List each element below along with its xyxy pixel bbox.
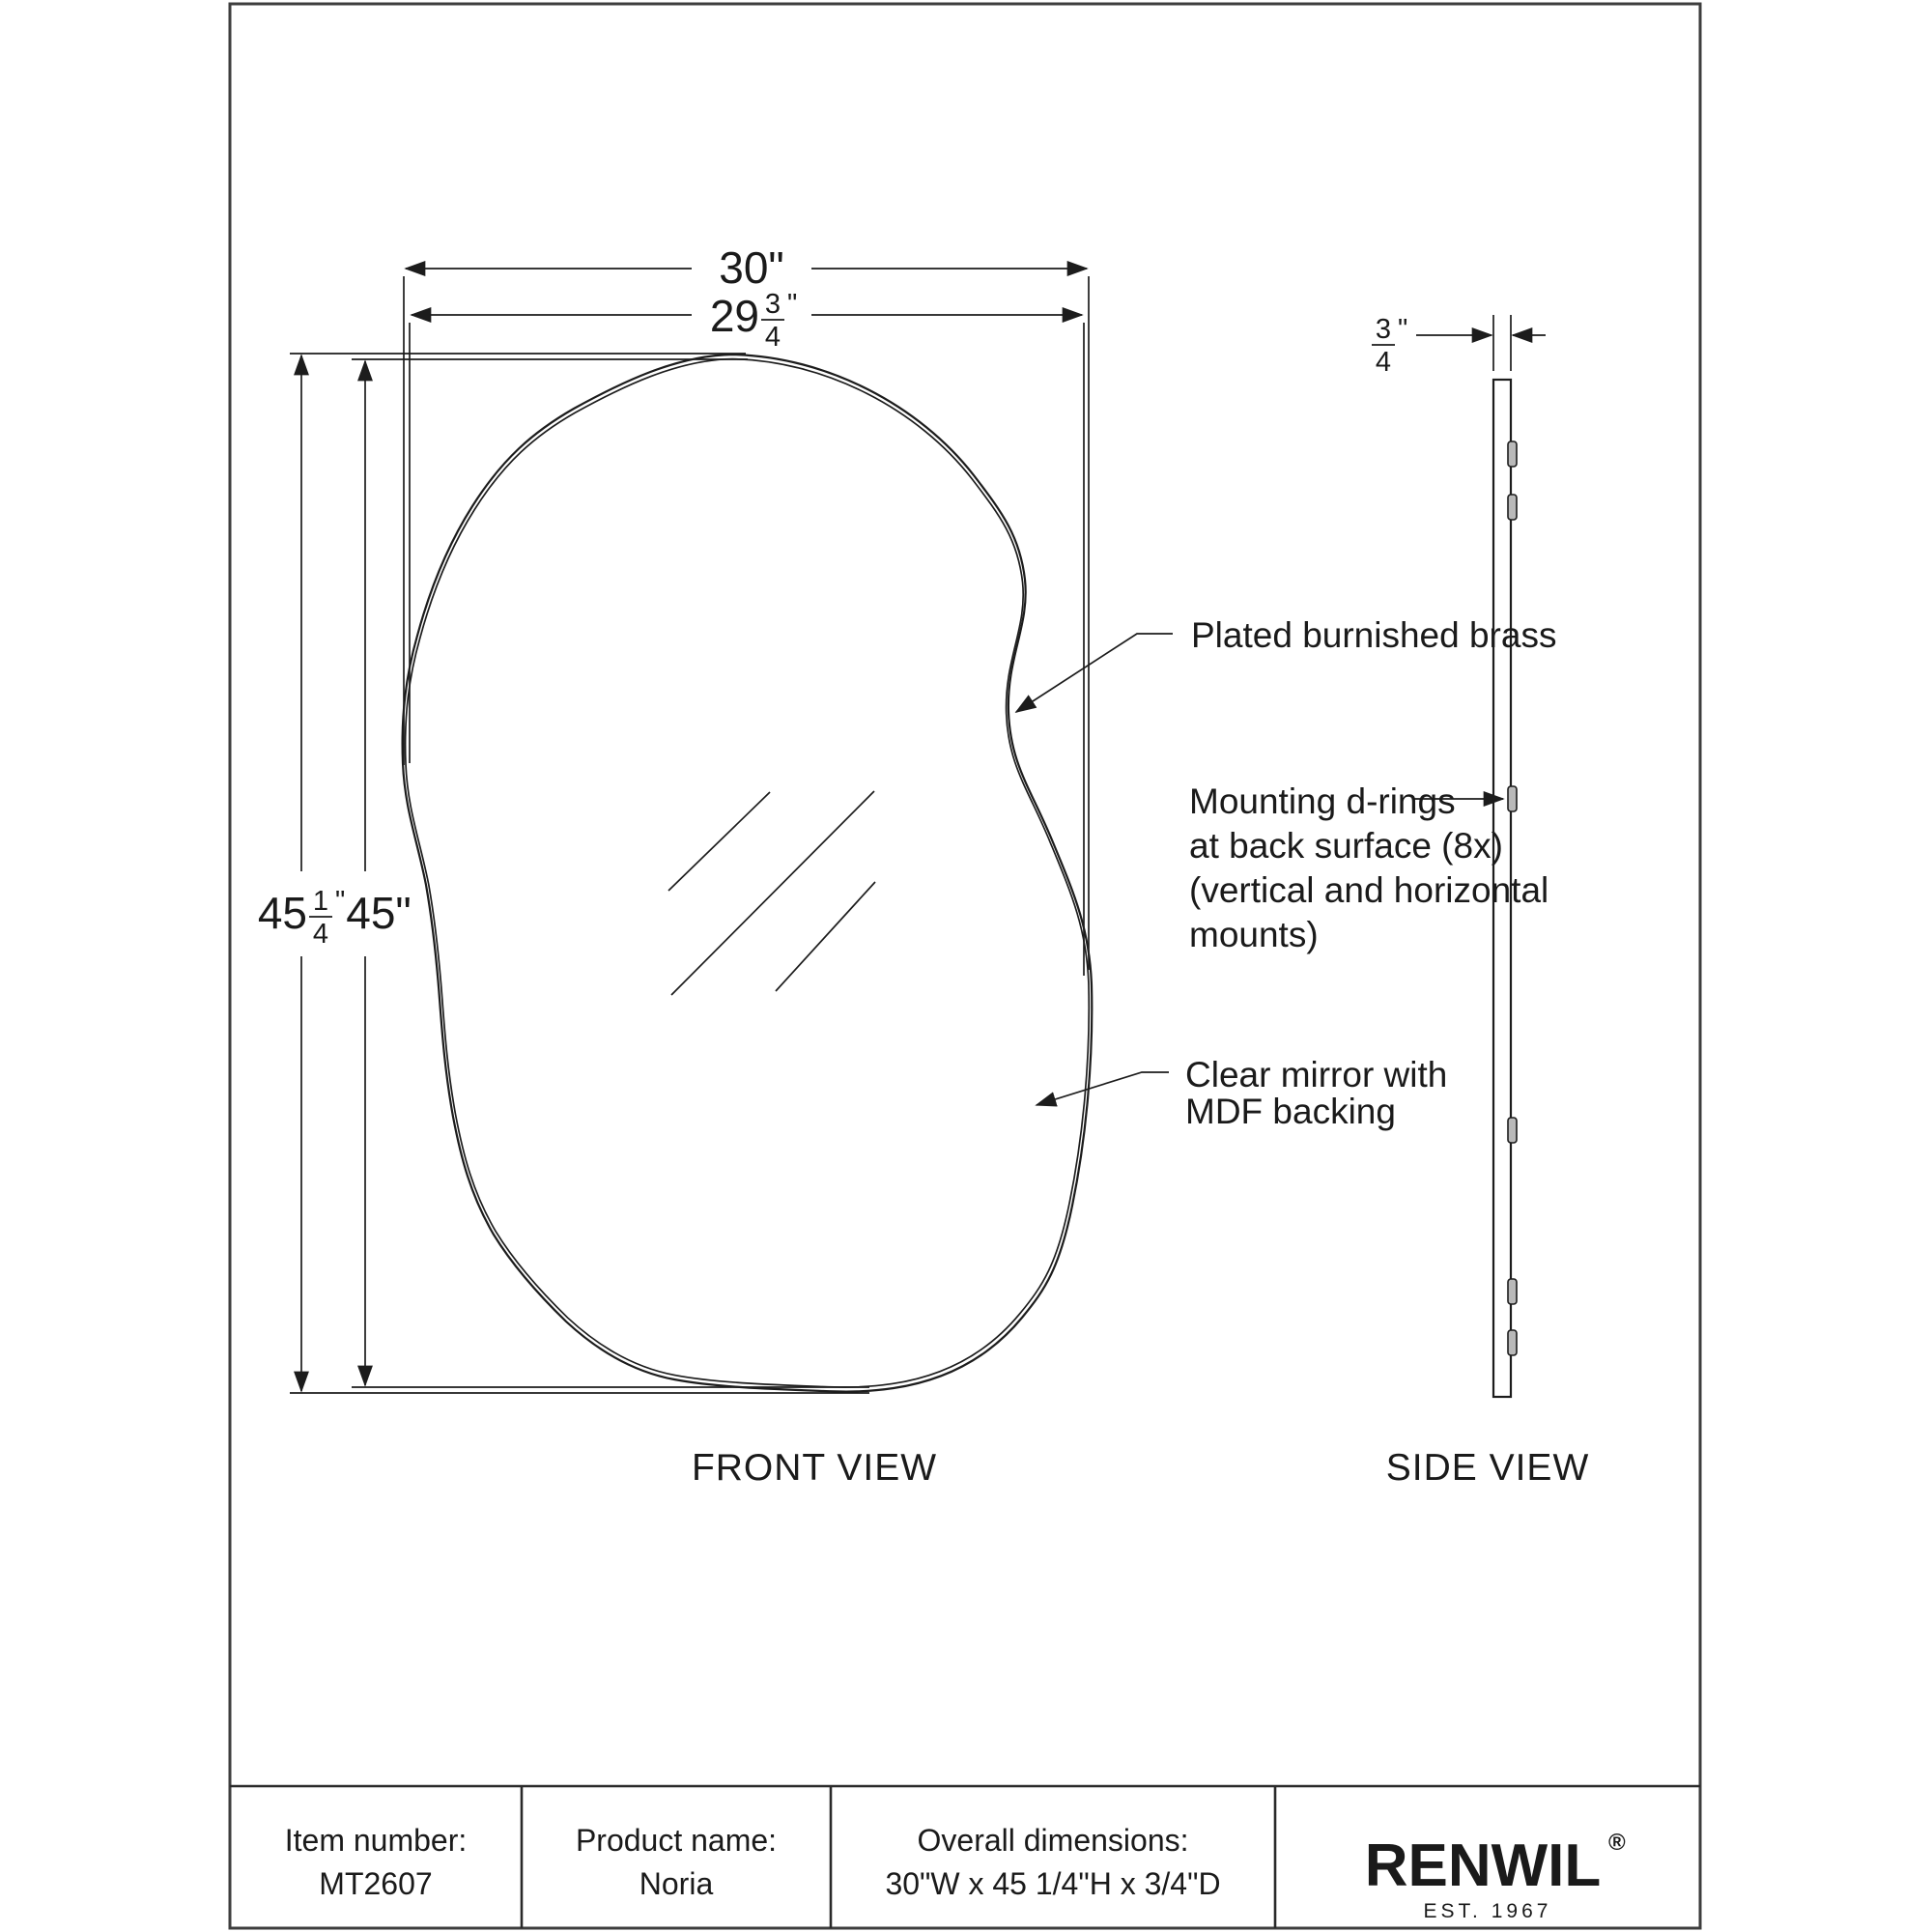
glass-width-unit: " [787, 289, 798, 320]
depth-denominator: 4 [1375, 347, 1392, 378]
callout-mounting-line1: Mounting d-rings [1189, 781, 1456, 821]
d-ring [1508, 1330, 1517, 1355]
page-border [230, 4, 1700, 1928]
front-view-label: FRONT VIEW [691, 1447, 938, 1489]
d-ring [1508, 495, 1517, 520]
d-ring [1508, 441, 1517, 467]
table-cell-brand [1365, 1830, 1626, 1922]
dim-label-glass-height: 45" [346, 888, 412, 938]
extension-lines [290, 276, 1089, 1393]
overall-height-numerator: 1 [312, 886, 329, 917]
callout-mounting [1189, 781, 1548, 954]
depth-numerator: 3 [1375, 314, 1392, 345]
glass-width-denominator: 4 [764, 322, 781, 353]
overall-dimensions-value: 30"W x 45 1/4"H x 3/4"D [885, 1866, 1221, 1901]
brand-established: EST. 1967 [1423, 1900, 1552, 1922]
overall-height-denominator: 4 [312, 919, 329, 950]
product-name-label: Product name: [575, 1823, 778, 1858]
brand-registered-mark: ® [1608, 1830, 1626, 1856]
shine-line [668, 792, 770, 891]
callout-mirror-line1: Clear mirror with [1185, 1055, 1448, 1094]
callout-mirror-line2: MDF backing [1185, 1092, 1396, 1131]
dim-label-depth [1372, 314, 1407, 378]
leader-frame-material [1016, 634, 1173, 712]
dim-label-glass-width [710, 289, 797, 353]
side-view-label: SIDE VIEW [1385, 1447, 1590, 1489]
d-ring [1508, 1279, 1517, 1304]
overall-height-unit: " [335, 886, 346, 917]
mirror-outline-outer [403, 355, 1093, 1392]
leader-mirror [1037, 1072, 1169, 1105]
table-cell-item [285, 1823, 468, 1901]
item-number-label: Item number: [284, 1823, 468, 1858]
shine-line [776, 882, 875, 991]
table-cell-dimensions [885, 1823, 1220, 1901]
table-cell-product [576, 1823, 777, 1901]
glass-width-numerator: 3 [764, 289, 781, 320]
glass-width-whole: 29 [709, 291, 759, 341]
overall-dimensions-label: Overall dimensions: [917, 1823, 1189, 1858]
d-ring [1508, 786, 1517, 811]
overall-height-whole: 45 [257, 888, 307, 938]
item-number-value: MT2607 [319, 1866, 433, 1901]
brand-logo: RENWIL [1364, 1833, 1602, 1899]
product-name-value: Noria [639, 1866, 714, 1901]
d-ring [1508, 1118, 1517, 1143]
dim-label-overall-height [258, 886, 345, 950]
callout-mirror [1185, 1055, 1447, 1131]
mirror-outline-inner [406, 359, 1090, 1387]
depth-unit: " [1398, 314, 1408, 345]
callout-mounting-line4: mounts) [1189, 915, 1319, 954]
callout-mounting-line2: at back surface (8x) [1189, 826, 1503, 866]
shine-line [671, 791, 874, 995]
dimension-lines [301, 269, 1087, 1391]
spec-table [230, 1786, 1700, 1928]
front-view-drawing [403, 355, 1093, 1392]
callout-mounting-line3: (vertical and horizontal [1189, 870, 1549, 910]
callout-frame-material: Plated burnished brass [1191, 615, 1557, 655]
dim-label-overall-width: 30" [719, 242, 784, 293]
